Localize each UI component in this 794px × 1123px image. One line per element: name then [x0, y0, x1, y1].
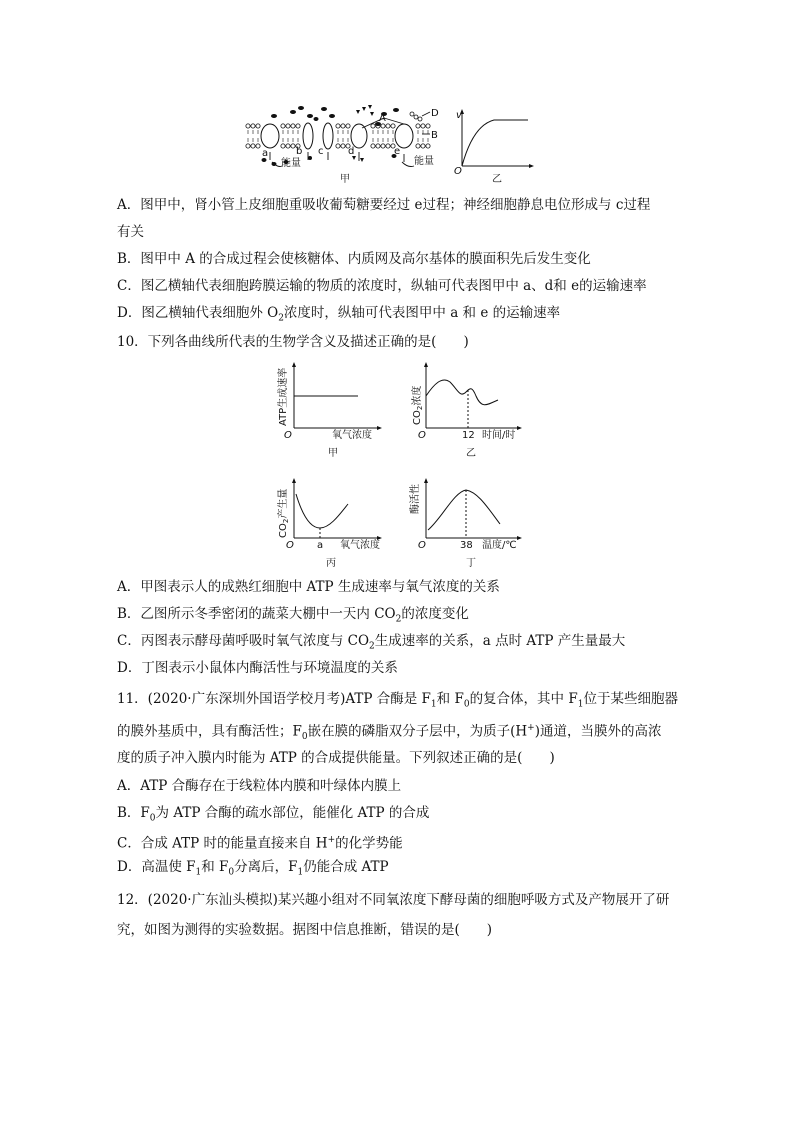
q10-option-a: A．甲图表示人的成熟红细胞中 ATP 生成速率与氧气浓度的关系 — [117, 579, 500, 595]
q9-option-c: C．图乙横轴代表细胞跨膜运输的物质的浓度时，纵轴可代表图甲中 a、d和 e的运输速率 — [117, 278, 647, 294]
membrane-figure — [244, 104, 444, 186]
carrier-protein-right — [395, 124, 413, 148]
lipid-head — [251, 144, 255, 148]
lipid-head — [381, 144, 385, 148]
lipid-head — [246, 144, 250, 148]
chart-bing-ylabel: $CO_2$产生量 — [278, 488, 290, 538]
label-D: D — [431, 108, 439, 119]
lipid-head — [371, 144, 375, 148]
lipid-head — [256, 124, 260, 128]
lipid-head — [296, 124, 300, 128]
chart-yi — [408, 362, 528, 460]
chart-yi-xlabel: 时间/时 — [482, 430, 516, 441]
q9-option-b: B．图甲中 A 的合成过程会使核糖体、内质网及高尔基体的膜面积先后发生变化 — [117, 251, 591, 267]
chart-bing-xlabel: 氧气浓度 — [340, 540, 380, 551]
energy-label-right: 能量 — [414, 156, 434, 167]
saturation-curve-figure — [450, 108, 540, 186]
chart-yi-origin: O — [418, 430, 426, 441]
chart-ding — [408, 478, 528, 574]
lipid-head — [291, 124, 295, 128]
lipid-head — [426, 144, 430, 148]
q11-stem-line2: 的膜外基质中，具有酶活性；$F_0$嵌在膜的磷脂双分子层中，为质子(H+)通道，当膜外的高浓 — [117, 723, 662, 743]
chart-bing-caption: 丙 — [326, 558, 336, 569]
lipid-head — [341, 124, 345, 128]
lipid-head — [346, 124, 350, 128]
label-e: e — [394, 146, 401, 157]
lipid-head — [291, 144, 295, 148]
carrier-protein-mid — [351, 124, 367, 148]
lipid-head — [376, 144, 380, 148]
label-B: B — [431, 130, 438, 141]
q10-option-c: C．丙图表示酵母菌呼吸时氧气浓度与 $CO_2$生成速率的关系，a 点时 ATP 产生量最大 — [117, 633, 626, 652]
chart-jia-ylabel: ATP生成速率 — [278, 367, 289, 426]
label-a: a — [262, 148, 269, 159]
lipid-head — [386, 124, 390, 128]
lipid-head — [371, 124, 375, 128]
lipid-head — [341, 144, 345, 148]
lipid-head — [251, 124, 255, 128]
lipid-head — [246, 124, 250, 128]
lipid-head — [386, 144, 390, 148]
chart-ding-origin: O — [418, 540, 426, 551]
chart-bing-tick-a: a — [317, 540, 324, 551]
chart-ding-caption: 丁 — [466, 558, 476, 569]
lipid-head — [281, 144, 285, 148]
chart-ding-ylabel: 酶活性 — [410, 484, 421, 514]
lipid-head — [421, 144, 425, 148]
chart-yi-caption: 乙 — [466, 448, 476, 459]
q9-option-d: D．图乙横轴代表细胞外 $O_2$浓度时，纵轴可代表图甲中 a 和 e 的运输速率 — [117, 305, 561, 324]
q12-stem-line2: 究，如图为测得的实验数据。据图中信息推断，错误的是( ) — [117, 922, 493, 938]
enzyme-activity-curve — [428, 490, 500, 530]
q11-option-d: D．高温使 $F_1$和 $F_0$分离后，$F_1$仍能合成 ATP — [117, 859, 389, 878]
q11-option-b: B．$F_0$为 ATP 合酶的疏水部位，能催化 ATP 的合成 — [117, 805, 430, 824]
q10-option-d: D．丁图表示小鼠体内酶活性与环境温度的关系 — [117, 660, 398, 676]
q9-option-a-line1: A．图甲中，肾小管上皮细胞重吸收葡萄糖要经过 e过程；神经细胞静息电位形成与 c过程 — [117, 197, 651, 213]
q10-option-b: B．乙图所示冬季密闭的蔬菜大棚中一天内 $CO_2$的浓度变化 — [117, 606, 469, 625]
chart-ding-xlabel: 温度/℃ — [482, 540, 517, 551]
lipid-head — [426, 124, 430, 128]
lipid-head — [336, 144, 340, 148]
chart-bing — [274, 478, 394, 574]
label-b: b — [296, 146, 303, 157]
caption-yi: 乙 — [492, 174, 502, 185]
lipid-head — [421, 124, 425, 128]
lipid-head — [381, 124, 385, 128]
label-c: c — [318, 146, 324, 157]
caption-jia: 甲 — [340, 174, 350, 185]
chart-jia-caption: 甲 — [328, 448, 338, 459]
label-d: d — [348, 146, 355, 157]
chart-yi-ylabel: $CO_2$浓度 — [412, 385, 424, 425]
lipid-head — [281, 124, 285, 128]
saturation-curve — [462, 120, 528, 166]
q12-stem-line1: 12．(2020·广东汕头模拟)某兴趣小组对不同氧浓度下酵母菌的细胞呼吸方式及产物展开了研 — [117, 892, 670, 908]
co2-production-curve — [296, 494, 348, 528]
q9-option-a-line2: 有关 — [117, 224, 144, 240]
q11-option-a: A．ATP 合酶存在于线粒体内膜和叶绿体内膜上 — [117, 778, 402, 794]
lipid-head — [286, 124, 290, 128]
chart-jia-xlabel: 氧气浓度 — [332, 430, 372, 441]
glycoprotein-chain — [410, 112, 422, 121]
origin-label: O — [454, 166, 462, 177]
chart-jia-origin: O — [284, 430, 292, 441]
lipid-head — [336, 124, 340, 128]
q11-option-c: C．合成 ATP 时的能量直接来自 H+的化学势能 — [117, 835, 403, 852]
chart-ding-tick-38: 38 — [460, 540, 473, 551]
axis-v-label: v — [456, 110, 462, 121]
co2-daily-curve — [426, 380, 498, 405]
label-A: A — [379, 113, 386, 124]
q11-stem-line3: 度的质子冲入膜内时能为 ATP 的合成提供能量。下列叙述正确的是( ) — [117, 750, 555, 766]
lipid-head — [256, 144, 260, 148]
lipid-head — [391, 124, 395, 128]
energy-label-left: 能量 — [281, 158, 301, 169]
chart-bing-origin: O — [286, 540, 294, 551]
chart-jia — [274, 362, 384, 460]
lipid-head — [416, 144, 420, 148]
q11-stem-line1: 11．(2020·广东深圳外国语学校月考)ATP 合酶是 $F_1$和 $F_0$的复合体，其中 $F_1$位于某些细胞器 — [117, 691, 678, 710]
q10-stem: 10．下列各曲线所代表的生物学含义及描述正确的是( ) — [117, 334, 469, 350]
carrier-protein-left — [261, 124, 279, 148]
lipid-head — [416, 124, 420, 128]
channel-protein-2 — [323, 123, 333, 149]
chart-yi-tick-12: 12 — [462, 430, 475, 441]
lipid-head — [286, 144, 290, 148]
channel-protein-1 — [303, 123, 313, 149]
